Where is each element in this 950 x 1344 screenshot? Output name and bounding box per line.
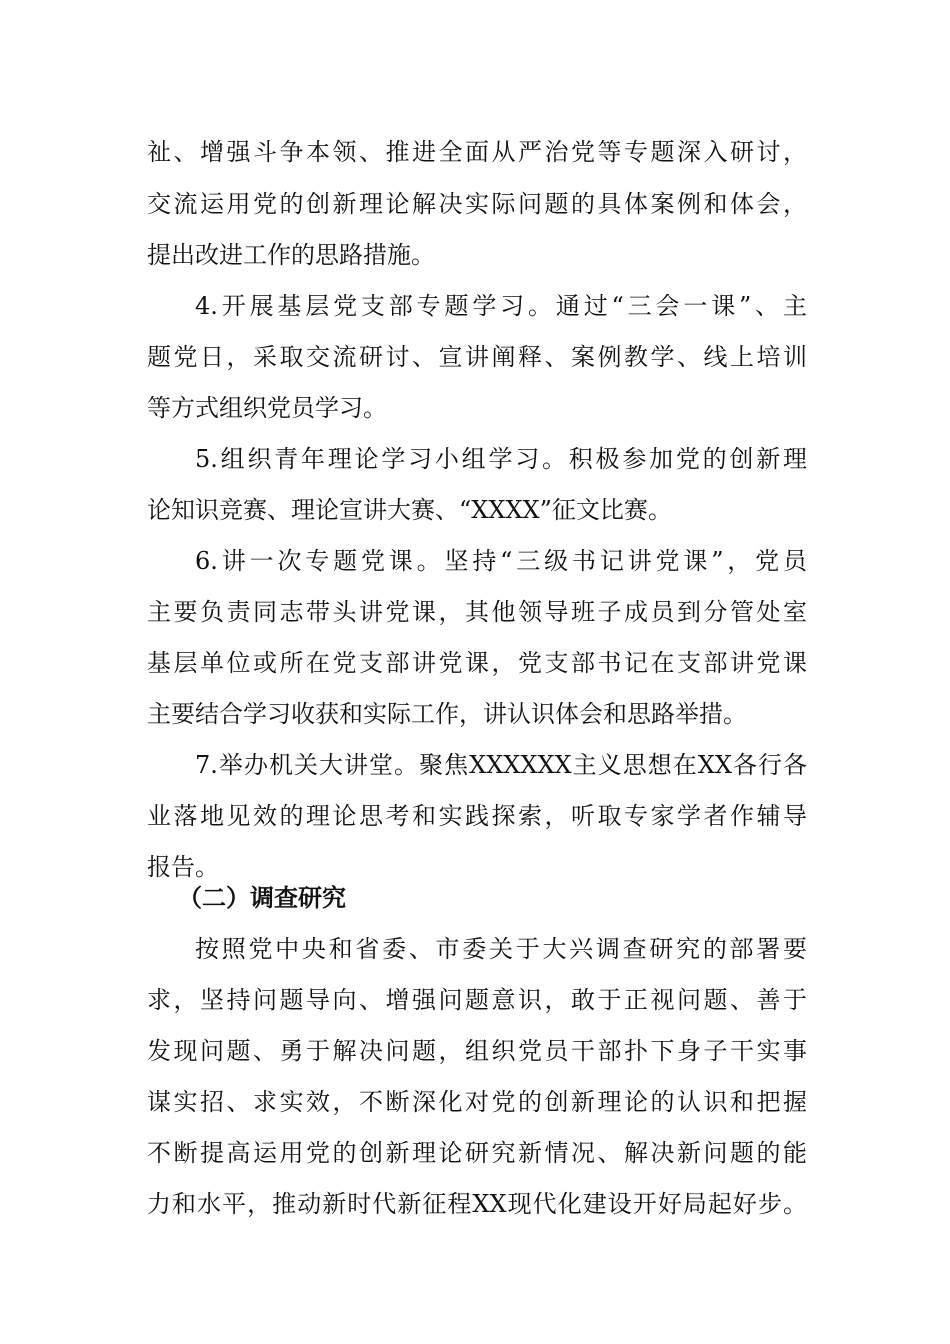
section-heading: （二）调查研究 bbox=[178, 884, 346, 912]
paragraph-first-line: 4.开展基层党支部专题学习。通过“三会一课”、主 bbox=[195, 292, 807, 320]
paragraph-first-line: 5.组织青年理论学习小组学习。积极参加党的创新理 bbox=[195, 445, 807, 473]
text-line: 题党日，采取交流研讨、宣讲阐释、案例教学、线上培训 bbox=[147, 343, 807, 371]
text-line: 交流运用党的创新理论解决实际问题的具体案例和体会， bbox=[147, 190, 807, 218]
paragraph-first-line: 7.举办机关大讲堂。聚焦XXXXXX主义思想在XX各行各 bbox=[195, 751, 807, 779]
text-line: 祉、增强斗争本领、推进全面从严治党等专题深入研讨， bbox=[147, 138, 807, 166]
text-line: 发现问题、勇于解决问题，组织党员干部扑下身子干实事 bbox=[147, 1037, 807, 1065]
paragraph-first-line: 6.讲一次专题党课。坚持“三级书记讲党课”，党员 bbox=[195, 547, 807, 575]
text-line: 业落地见效的理论思考和实践探索，听取专家学者作辅导 bbox=[147, 802, 807, 830]
text-line: 报告。 bbox=[147, 853, 219, 881]
text-line: 基层单位或所在党支部讲党课，党支部书记在支部讲党课 bbox=[147, 649, 807, 677]
text-line: 主要结合学习收获和实际工作，讲认识体会和思路举措。 bbox=[147, 700, 747, 728]
text-line: 求，坚持问题导向、增强问题意识，敢于正视问题、善于 bbox=[147, 986, 807, 1014]
text-line: 论知识竞赛、理论宣讲大赛、“XXXX”征文比赛。 bbox=[147, 496, 672, 524]
paragraph-first-line: 按照党中央和省委、市委关于大兴调查研究的部署要 bbox=[195, 935, 807, 963]
text-line: 提出改进工作的思路措施。 bbox=[147, 241, 435, 269]
text-line: 不断提高运用党的创新理论研究新情况、解决新问题的能 bbox=[147, 1139, 807, 1167]
text-line: 力和水平，推动新时代新征程XX现代化建设开好局起好步。 bbox=[147, 1190, 807, 1218]
text-line: 谋实招、求实效，不断深化对党的创新理论的认识和把握 bbox=[147, 1088, 807, 1116]
text-line: 主要负责同志带头讲党课，其他领导班子成员到分管处室 bbox=[147, 598, 807, 626]
text-line: 等方式组织党员学习。 bbox=[147, 394, 387, 422]
